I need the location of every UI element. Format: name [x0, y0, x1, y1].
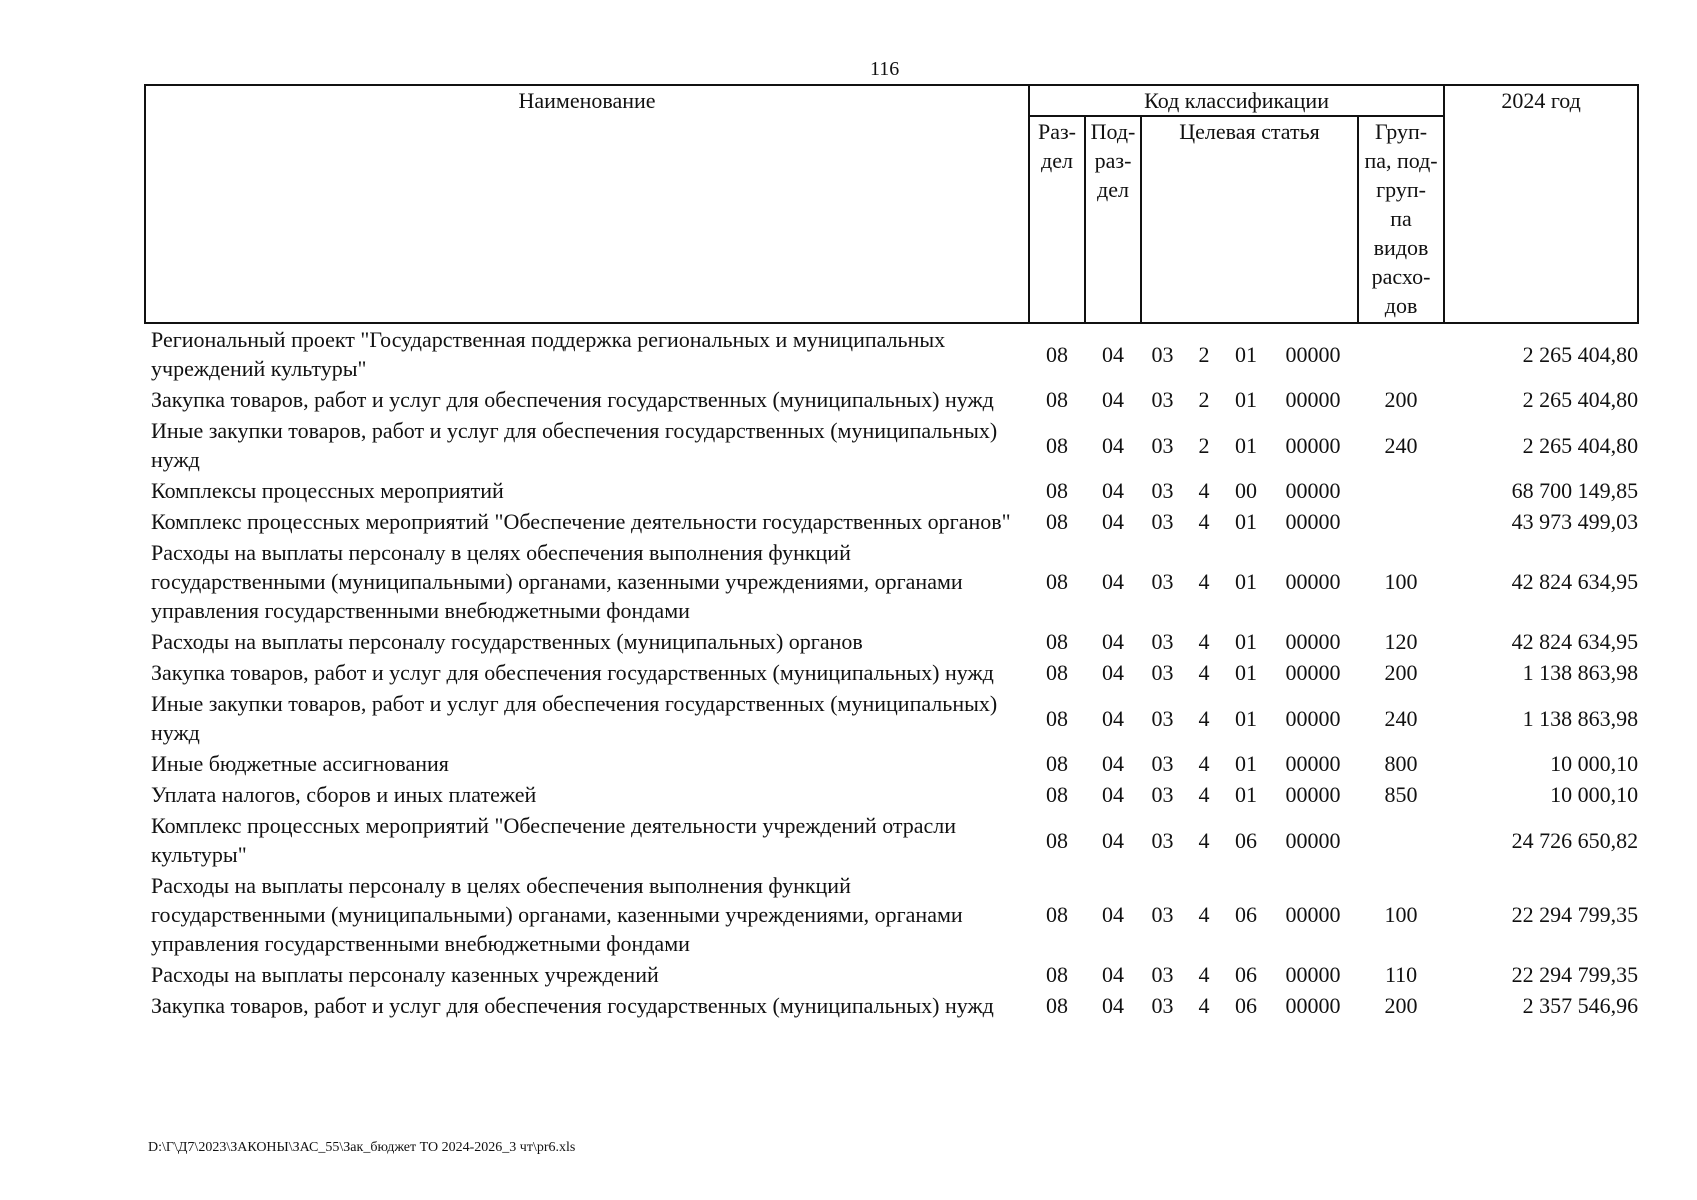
cell-rz: 08	[1046, 962, 1068, 987]
cell-vr: 240	[1384, 705, 1418, 731]
cell-vr	[1358, 506, 1444, 537]
cell-cs4: 00000	[1285, 509, 1341, 534]
cell-cs3: 01	[1235, 705, 1257, 731]
header-target: Целевая статья	[1141, 116, 1358, 323]
cell-cs1: 03	[1151, 387, 1174, 412]
cell-name: Иные закупки товаров, работ и услуг для обеспечения государственных (муниципальных) нужд	[151, 691, 998, 745]
cell-rz: 08	[1046, 782, 1068, 807]
cell-cs1: 03	[1151, 341, 1174, 367]
cell-sum: 22 294 799,35	[1511, 902, 1639, 927]
cell-cs3: 01	[1235, 387, 1257, 412]
cell-name: Комплексы процессных мероприятий	[151, 478, 504, 503]
cell-pr: 04	[1102, 902, 1124, 927]
cell-name: Иные бюджетные ассигнования	[151, 751, 449, 776]
cell-cs3: 01	[1235, 432, 1257, 458]
cell-cs4: 00000	[1285, 751, 1341, 776]
cell-sum: 22 294 799,35	[1511, 962, 1639, 987]
cell-cs1: 03	[1151, 902, 1174, 927]
cell-cs2: 4	[1198, 629, 1210, 654]
cell-sum: 2 357 546,96	[1522, 993, 1639, 1018]
cell-name: Закупка товаров, работ и услуг для обеспечения государственных (муниципальных) нужд	[151, 993, 994, 1018]
cell-sum: 1 138 863,98	[1522, 705, 1639, 731]
cell-cs2: 4	[1198, 478, 1210, 503]
cell-vr: 200	[1384, 387, 1418, 412]
cell-pr: 04	[1102, 827, 1124, 853]
footer-file-path: D:\Г\Д7\2023\ЗАКОНЫ\ЗАС_55\Зак_бюджет ТО 2024-2026_3 чт\pr6.xls	[148, 1140, 576, 1155]
cell-vr: 100	[1384, 569, 1418, 594]
cell-cs3: 01	[1235, 569, 1257, 594]
table-row	[145, 959, 1638, 990]
cell-cs3: 06	[1235, 827, 1257, 853]
cell-name: Расходы на выплаты персоналу государственных (муниципальных) органов	[151, 629, 863, 654]
table-row	[145, 810, 1638, 870]
cell-vr: 850	[1384, 782, 1418, 807]
header-vr: Груп- па, под- груп- па видов расхо- дов	[1358, 116, 1444, 323]
cell-cs2: 4	[1198, 827, 1210, 853]
table-body	[145, 323, 1638, 1021]
cell-rz: 08	[1046, 387, 1068, 412]
cell-rz: 08	[1046, 569, 1068, 594]
cell-name: Закупка товаров, работ и услуг для обеспечения государственных (муниципальных) нужд	[151, 387, 994, 412]
cell-name: Региональный проект "Государственная поддержка региональных и муниципальных учреждений культуры"	[151, 327, 946, 381]
cell-rz: 08	[1046, 751, 1068, 776]
cell-cs3: 00	[1235, 478, 1257, 503]
cell-pr: 04	[1102, 341, 1124, 367]
cell-name: Расходы на выплаты персоналу казенных учреждений	[151, 962, 659, 987]
cell-name: Иные закупки товаров, работ и услуг для обеспечения государственных (муниципальных) нужд	[151, 418, 998, 472]
cell-cs2: 4	[1198, 569, 1210, 594]
header-name: Наименование	[145, 85, 1029, 323]
cell-vr: 110	[1384, 962, 1418, 987]
table-row	[145, 384, 1638, 415]
table-row	[145, 990, 1638, 1021]
table-row	[145, 537, 1638, 626]
cell-cs3: 06	[1235, 902, 1257, 927]
cell-cs3: 01	[1235, 509, 1257, 534]
cell-cs4: 00000	[1285, 902, 1341, 927]
cell-sum: 1 138 863,98	[1522, 660, 1639, 685]
cell-cs1: 03	[1151, 660, 1174, 685]
cell-vr: 120	[1384, 629, 1418, 654]
cell-cs3: 01	[1235, 660, 1257, 685]
cell-pr: 04	[1102, 660, 1124, 685]
cell-pr: 04	[1102, 993, 1124, 1018]
cell-pr: 04	[1102, 509, 1124, 534]
header-year: 2024 год	[1444, 85, 1638, 323]
cell-pr: 04	[1102, 629, 1124, 654]
table-row	[145, 779, 1638, 810]
cell-cs4: 00000	[1285, 478, 1341, 503]
cell-vr	[1358, 475, 1444, 506]
cell-sum: 42 824 634,95	[1511, 629, 1639, 654]
table-row	[145, 323, 1638, 384]
cell-vr: 200	[1384, 660, 1418, 685]
cell-cs2: 2	[1198, 432, 1210, 458]
table-row	[145, 415, 1638, 475]
cell-vr	[1358, 323, 1444, 384]
cell-rz: 08	[1046, 341, 1068, 367]
cell-cs4: 00000	[1285, 827, 1341, 853]
cell-vr: 240	[1384, 432, 1418, 458]
cell-cs4: 00000	[1285, 387, 1341, 412]
cell-sum: 24 726 650,82	[1511, 827, 1639, 853]
table-row	[145, 870, 1638, 959]
table-row	[145, 626, 1638, 657]
table-row	[145, 506, 1638, 537]
cell-sum: 2 265 404,80	[1522, 432, 1639, 458]
table-header	[145, 85, 1638, 323]
cell-rz: 08	[1046, 478, 1068, 503]
cell-cs1: 03	[1151, 705, 1174, 731]
cell-name: Расходы на выплаты персоналу в целях обеспечения выполнения функций государственными (муниципальными) органами, казенными учреждениями, органами управления государственными внебюджетными фондами	[151, 540, 963, 623]
cell-sum: 68 700 149,85	[1511, 478, 1639, 503]
cell-cs4: 00000	[1285, 341, 1341, 367]
cell-rz: 08	[1046, 432, 1068, 458]
cell-cs3: 01	[1235, 782, 1257, 807]
cell-cs3: 06	[1235, 993, 1257, 1018]
budget-table	[144, 84, 1639, 1021]
cell-vr: 100	[1384, 902, 1418, 927]
cell-sum: 43 973 499,03	[1511, 509, 1639, 534]
cell-cs1: 03	[1151, 629, 1174, 654]
cell-cs1: 03	[1151, 432, 1174, 458]
cell-cs2: 2	[1198, 387, 1210, 412]
cell-rz: 08	[1046, 705, 1068, 731]
table-row	[145, 475, 1638, 506]
cell-pr: 04	[1102, 569, 1124, 594]
header-podrazdel: Под- раз- дел	[1085, 116, 1141, 323]
cell-cs2: 4	[1198, 993, 1210, 1018]
cell-cs2: 4	[1198, 962, 1210, 987]
cell-pr: 04	[1102, 751, 1124, 776]
cell-cs3: 06	[1235, 962, 1257, 987]
cell-cs1: 03	[1151, 509, 1174, 534]
cell-cs3: 01	[1235, 629, 1257, 654]
cell-name: Комплекс процессных мероприятий "Обеспечение деятельности государственных органов"	[151, 509, 1011, 534]
cell-cs2: 4	[1198, 509, 1210, 534]
cell-pr: 04	[1102, 782, 1124, 807]
cell-cs2: 4	[1198, 705, 1210, 731]
cell-cs4: 00000	[1285, 962, 1341, 987]
cell-sum: 2 265 404,80	[1522, 387, 1639, 412]
cell-rz: 08	[1046, 902, 1068, 927]
cell-rz: 08	[1046, 660, 1068, 685]
table-row	[145, 688, 1638, 748]
cell-cs2: 4	[1198, 751, 1210, 776]
cell-vr: 200	[1384, 993, 1418, 1018]
table-row	[145, 748, 1638, 779]
table-row	[145, 657, 1638, 688]
cell-cs4: 00000	[1285, 569, 1341, 594]
cell-name: Закупка товаров, работ и услуг для обеспечения государственных (муниципальных) нужд	[151, 660, 994, 685]
cell-cs4: 00000	[1285, 660, 1341, 685]
cell-cs1: 03	[1151, 827, 1174, 853]
cell-cs1: 03	[1151, 751, 1174, 776]
cell-cs2: 4	[1198, 782, 1210, 807]
cell-cs1: 03	[1151, 569, 1174, 594]
cell-pr: 04	[1102, 705, 1124, 731]
cell-sum: 10 000,10	[1550, 751, 1639, 776]
cell-pr: 04	[1102, 962, 1124, 987]
cell-cs3: 01	[1235, 751, 1257, 776]
cell-sum: 2 265 404,80	[1522, 341, 1639, 367]
cell-sum: 42 824 634,95	[1511, 569, 1639, 594]
cell-cs3: 01	[1235, 341, 1257, 367]
cell-cs4: 00000	[1285, 705, 1341, 731]
cell-vr: 800	[1384, 751, 1418, 776]
cell-name: Уплата налогов, сборов и иных платежей	[151, 782, 537, 807]
cell-vr	[1358, 810, 1444, 870]
cell-cs4: 00000	[1285, 993, 1341, 1018]
cell-cs1: 03	[1151, 782, 1174, 807]
cell-pr: 04	[1102, 478, 1124, 503]
cell-name: Расходы на выплаты персоналу в целях обеспечения выполнения функций государственными (муниципальными) органами, казенными учреждениями, органами управления государственными внебюджетными фондами	[151, 873, 963, 956]
page-number: 116	[870, 58, 900, 80]
cell-sum: 10 000,10	[1550, 782, 1639, 807]
cell-rz: 08	[1046, 827, 1068, 853]
cell-rz: 08	[1046, 993, 1068, 1018]
cell-cs2: 4	[1198, 902, 1210, 927]
cell-cs4: 00000	[1285, 432, 1341, 458]
cell-pr: 04	[1102, 432, 1124, 458]
cell-rz: 08	[1046, 629, 1068, 654]
cell-cs4: 00000	[1285, 629, 1341, 654]
cell-name: Комплекс процессных мероприятий "Обеспечение деятельности учреждений отрасли культуры"	[151, 813, 957, 867]
cell-cs1: 03	[1151, 962, 1174, 987]
cell-cs4: 00000	[1285, 782, 1341, 807]
cell-pr: 04	[1102, 387, 1124, 412]
header-razdel: Раз- дел	[1029, 116, 1085, 323]
header-code-group: Код классификации	[1029, 85, 1444, 116]
cell-rz: 08	[1046, 509, 1068, 534]
cell-cs2: 2	[1198, 341, 1210, 367]
cell-cs1: 03	[1151, 993, 1174, 1018]
cell-cs2: 4	[1198, 660, 1210, 685]
cell-cs1: 03	[1151, 478, 1174, 503]
